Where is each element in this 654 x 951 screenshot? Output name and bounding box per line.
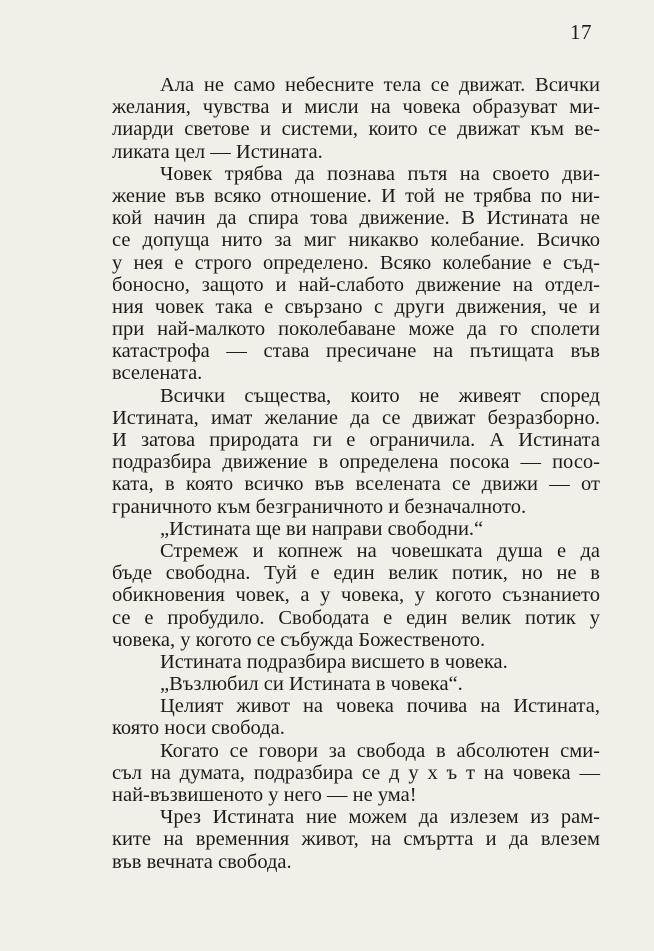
text-line: „Възлюбил си Истината в човека“. bbox=[160, 673, 463, 696]
text-line: съл на думата, подразбира се д у х ъ т на човека — bbox=[112, 761, 600, 784]
text-line: жение във всяко отношение. И той не трябва по ни- bbox=[112, 184, 600, 207]
text-line: ките на временния живот, на смъртта и да влезем bbox=[112, 828, 600, 851]
text-line: човека, у когото се събужда Божественото. bbox=[112, 628, 486, 651]
text-line: вселената. bbox=[112, 362, 203, 385]
text-line: която носи свобода. bbox=[112, 717, 285, 740]
body-text bbox=[112, 74, 600, 873]
text-line: Истината, имат желание да се движат безразборно. bbox=[112, 406, 600, 429]
text-line: лиарди светове и системи, които се движат към ве- bbox=[112, 118, 600, 141]
text-line: желания, чувства и мисли на човека образуват ми- bbox=[112, 96, 600, 119]
text-line: обикновения човек, а у човека, у когото съзнанието bbox=[112, 584, 600, 607]
text-line: И затова природата ги е ограничила. А Истината bbox=[112, 429, 600, 451]
text-line: ния човек така е свързано с други движения, че и bbox=[112, 295, 600, 318]
text-line: боносно, защото и най-слабото движение на отдел- bbox=[112, 273, 600, 296]
text-line: Целият живот на човека почива на Истината, bbox=[160, 695, 600, 718]
text-line: катастрофа — става пресичане на пътищата във bbox=[112, 340, 600, 363]
text-line: подразбира движение в определена посока — посо- bbox=[112, 451, 600, 474]
text-line: най-възвишеното у него — не ума! bbox=[112, 784, 417, 806]
text-line: във вечната свобода. bbox=[112, 850, 292, 873]
text-line: бъде свободна. Туй е един велик потик, но не в bbox=[112, 562, 600, 585]
text-line: ката, в която всичко във вселената се движи — от bbox=[112, 473, 600, 496]
page-number: 17 bbox=[570, 20, 592, 44]
text-line: Всички същества, които не живеят според bbox=[160, 384, 600, 407]
text-line: при най-малкото поколебаване може да го сполети bbox=[112, 318, 600, 341]
text-line: Истината подразбира висшето в човека. bbox=[160, 650, 508, 673]
text-line: Чрез Истината ние можем да излезем из рам- bbox=[160, 806, 600, 829]
text-line: Стремеж и копнеж на човешката душа е да bbox=[160, 539, 600, 562]
text-line: ликата цел — Истината. bbox=[112, 140, 323, 163]
text-line: Човек трябва да познава пътя на своето дви- bbox=[160, 162, 600, 185]
text-line: граничното към безграничното и безначалното. bbox=[112, 495, 527, 518]
text-line: Когато се говори за свобода в абсолютен сми- bbox=[160, 739, 600, 762]
text-line: „Истината ще ви направи свободни.“ bbox=[160, 517, 484, 540]
text-line: се допуща нито за миг никакво колебание. Всичко bbox=[112, 229, 600, 252]
text-line: се е пробудило. Свободата е един велик потик у bbox=[112, 606, 600, 629]
text-line: Ала не само небесните тела се движат. Всички bbox=[160, 74, 600, 96]
text-line: кой начин да спира това движение. В Истината не bbox=[112, 207, 600, 230]
text-line: у нея е строго определено. Всяко колебание е съд- bbox=[112, 251, 600, 274]
